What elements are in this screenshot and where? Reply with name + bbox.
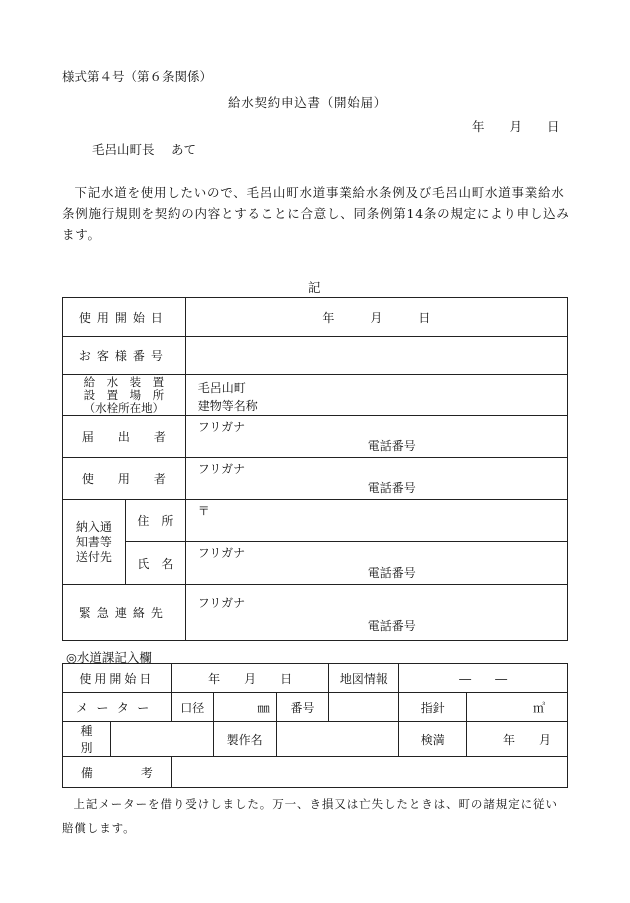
type-row [63,722,568,757]
postal-mark: 〒 [197,504,210,518]
emergency-field[interactable]: フリガナ 電話番号 [185,585,567,641]
location-label: 給 水 装 置 設 置 場 所 （水栓所在地） [63,375,186,416]
caliber-field[interactable]: ㎜ [213,693,276,722]
delivery-label: 納入通 知書等 送付先 [63,500,126,585]
addressee: 毛呂山町長 あて [92,142,196,157]
user-field[interactable]: フリガナ 電話番号 [185,458,567,500]
page-title: 給水契約申込書（開始届） [228,95,388,110]
expiry-field[interactable]: 年 月 [467,722,568,757]
start-date-label: 使用開始日 [63,298,186,337]
ki-heading: 記 [308,280,321,295]
address-label: 住 所 [125,500,185,542]
remarks-label: 備 考 [63,757,172,788]
remarks-field[interactable] [171,757,567,788]
office-use-title: ◎水道課記入欄 [66,650,152,665]
caliber-label: 口径 [171,693,213,722]
type-field[interactable] [110,722,213,757]
maker-label: 製作名 [213,722,276,757]
office-start-field[interactable]: 年 月 日 [171,664,329,693]
reading-label: 指針 [399,693,467,722]
customer-number-field[interactable] [185,337,567,375]
request-paragraph: 下記水道を使用したいので、毛呂山町水道事業給水条例及び毛呂山町水道事業給水条例施行規則を契約の内容とすることに合意し、同条例第14条の規定により申し込みます。 [62,185,570,242]
type-label: 種 別 [63,722,111,757]
footer-note: 上記メーターを借り受けしました。万一、き損又は亡失したときは、町の諸規定に従い賠償します。 [62,797,558,835]
number-label: 番号 [276,693,329,722]
notifier-label: 届 出 者 [63,416,186,458]
location-field[interactable]: 毛呂山町 建物等名称 [185,375,567,416]
reading-field[interactable]: ㎥ [467,693,568,722]
remarks-row [63,757,568,788]
form-number: 様式第４号（第６条関係） [62,69,213,84]
maker-field[interactable] [276,722,399,757]
start-date-row [63,298,568,337]
meter-row [63,693,568,722]
meter-label: メーター [63,693,172,722]
location-row [63,375,568,416]
office-table [62,663,568,788]
customer-number-row [63,337,568,375]
start-date-field[interactable]: 年 月 日 [185,298,567,337]
name-label: 氏 名 [125,542,185,585]
map-field[interactable]: ― ― [399,664,568,693]
emergency-row [63,585,568,641]
expiry-label: 検満 [399,722,467,757]
notifier-field[interactable]: フリガナ 電話番号 [185,416,567,458]
user-row [63,458,568,500]
notifier-row [63,416,568,458]
office-start-row [63,664,568,693]
number-field[interactable] [329,693,399,722]
office-start-label: 使用開始日 [63,664,172,693]
delivery-name-row [63,542,568,585]
address-field[interactable] [185,500,567,542]
user-label: 使 用 者 [63,458,186,500]
delivery-address-row [63,500,568,542]
date-line: 年 月 日 [472,119,560,134]
application-table [62,297,568,641]
customer-number-label: お客様番号 [63,337,186,375]
name-field[interactable]: フリガナ 電話番号 [185,542,567,585]
map-label: 地図情報 [329,664,399,693]
emergency-label: 緊急連絡先 [63,585,186,641]
